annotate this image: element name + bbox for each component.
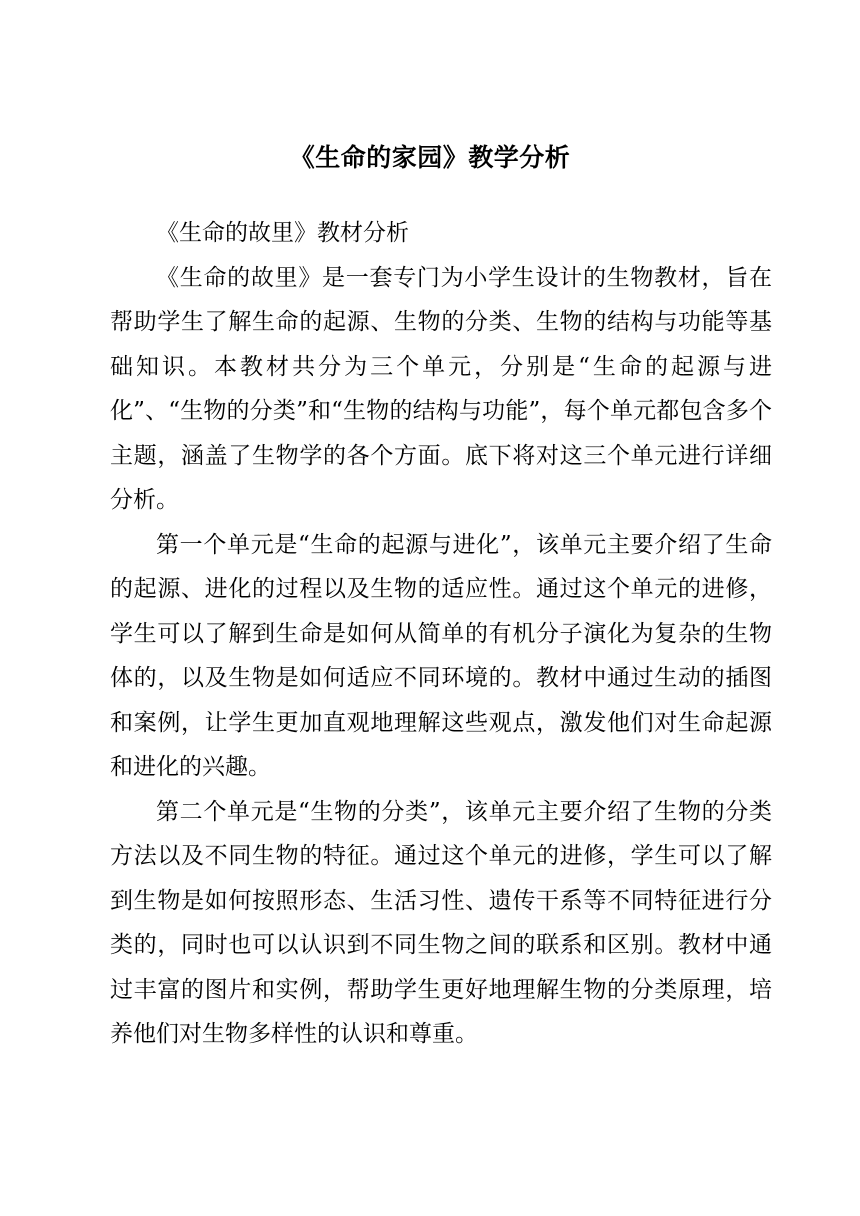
page-title: 《生命的家园》教学分析 <box>289 143 571 172</box>
document-body <box>110 211 772 1057</box>
paragraph-intro: 《生命的故里》是一套专门为小学生设计的生物教材，旨在帮助学生了解生命的起源、生物的分类、生物的结构与功能等基础知识。本教材共分为三个单元，分别是“生命的起源与进化”、“生物的分类”和“生物的结构与功能”，每个单元都包含多个主题，涵盖了生物学的各个方面。底下将对这三个单元进行详细分析。 <box>110 264 772 513</box>
paragraph-unit-two: 第二个单元是“生物的分类”，该单元主要介绍了生物的分类方法以及不同生物的特征。通过这个单元的进修，学生可以了解到生物是如何按照形态、生活习性、遗传干系等不同特征进行分类的，同时也可以认识到不同生物之间的联系和区别。教材中通过丰富的图片和实例，帮助学生更好地理解生物的分类原理，培养他们对生物多样性的认识和尊重。 <box>110 798 772 1047</box>
section-heading: 《生命的故里》教材分析 <box>156 220 409 246</box>
paragraph-unit-one: 第一个单元是“生命的起源与进化”，该单元主要介绍了生命的起源、进化的过程以及生物的适应性。通过这个单元的进修，学生可以了解到生命是如何从简单的有机分子演化为复杂的生物体的，以及生物是如何适应不同环境的。教材中通过生动的插图和案例，让学生更加直观地理解这些观点，激发他们对生命起源和进化的兴趣。 <box>110 531 772 780</box>
